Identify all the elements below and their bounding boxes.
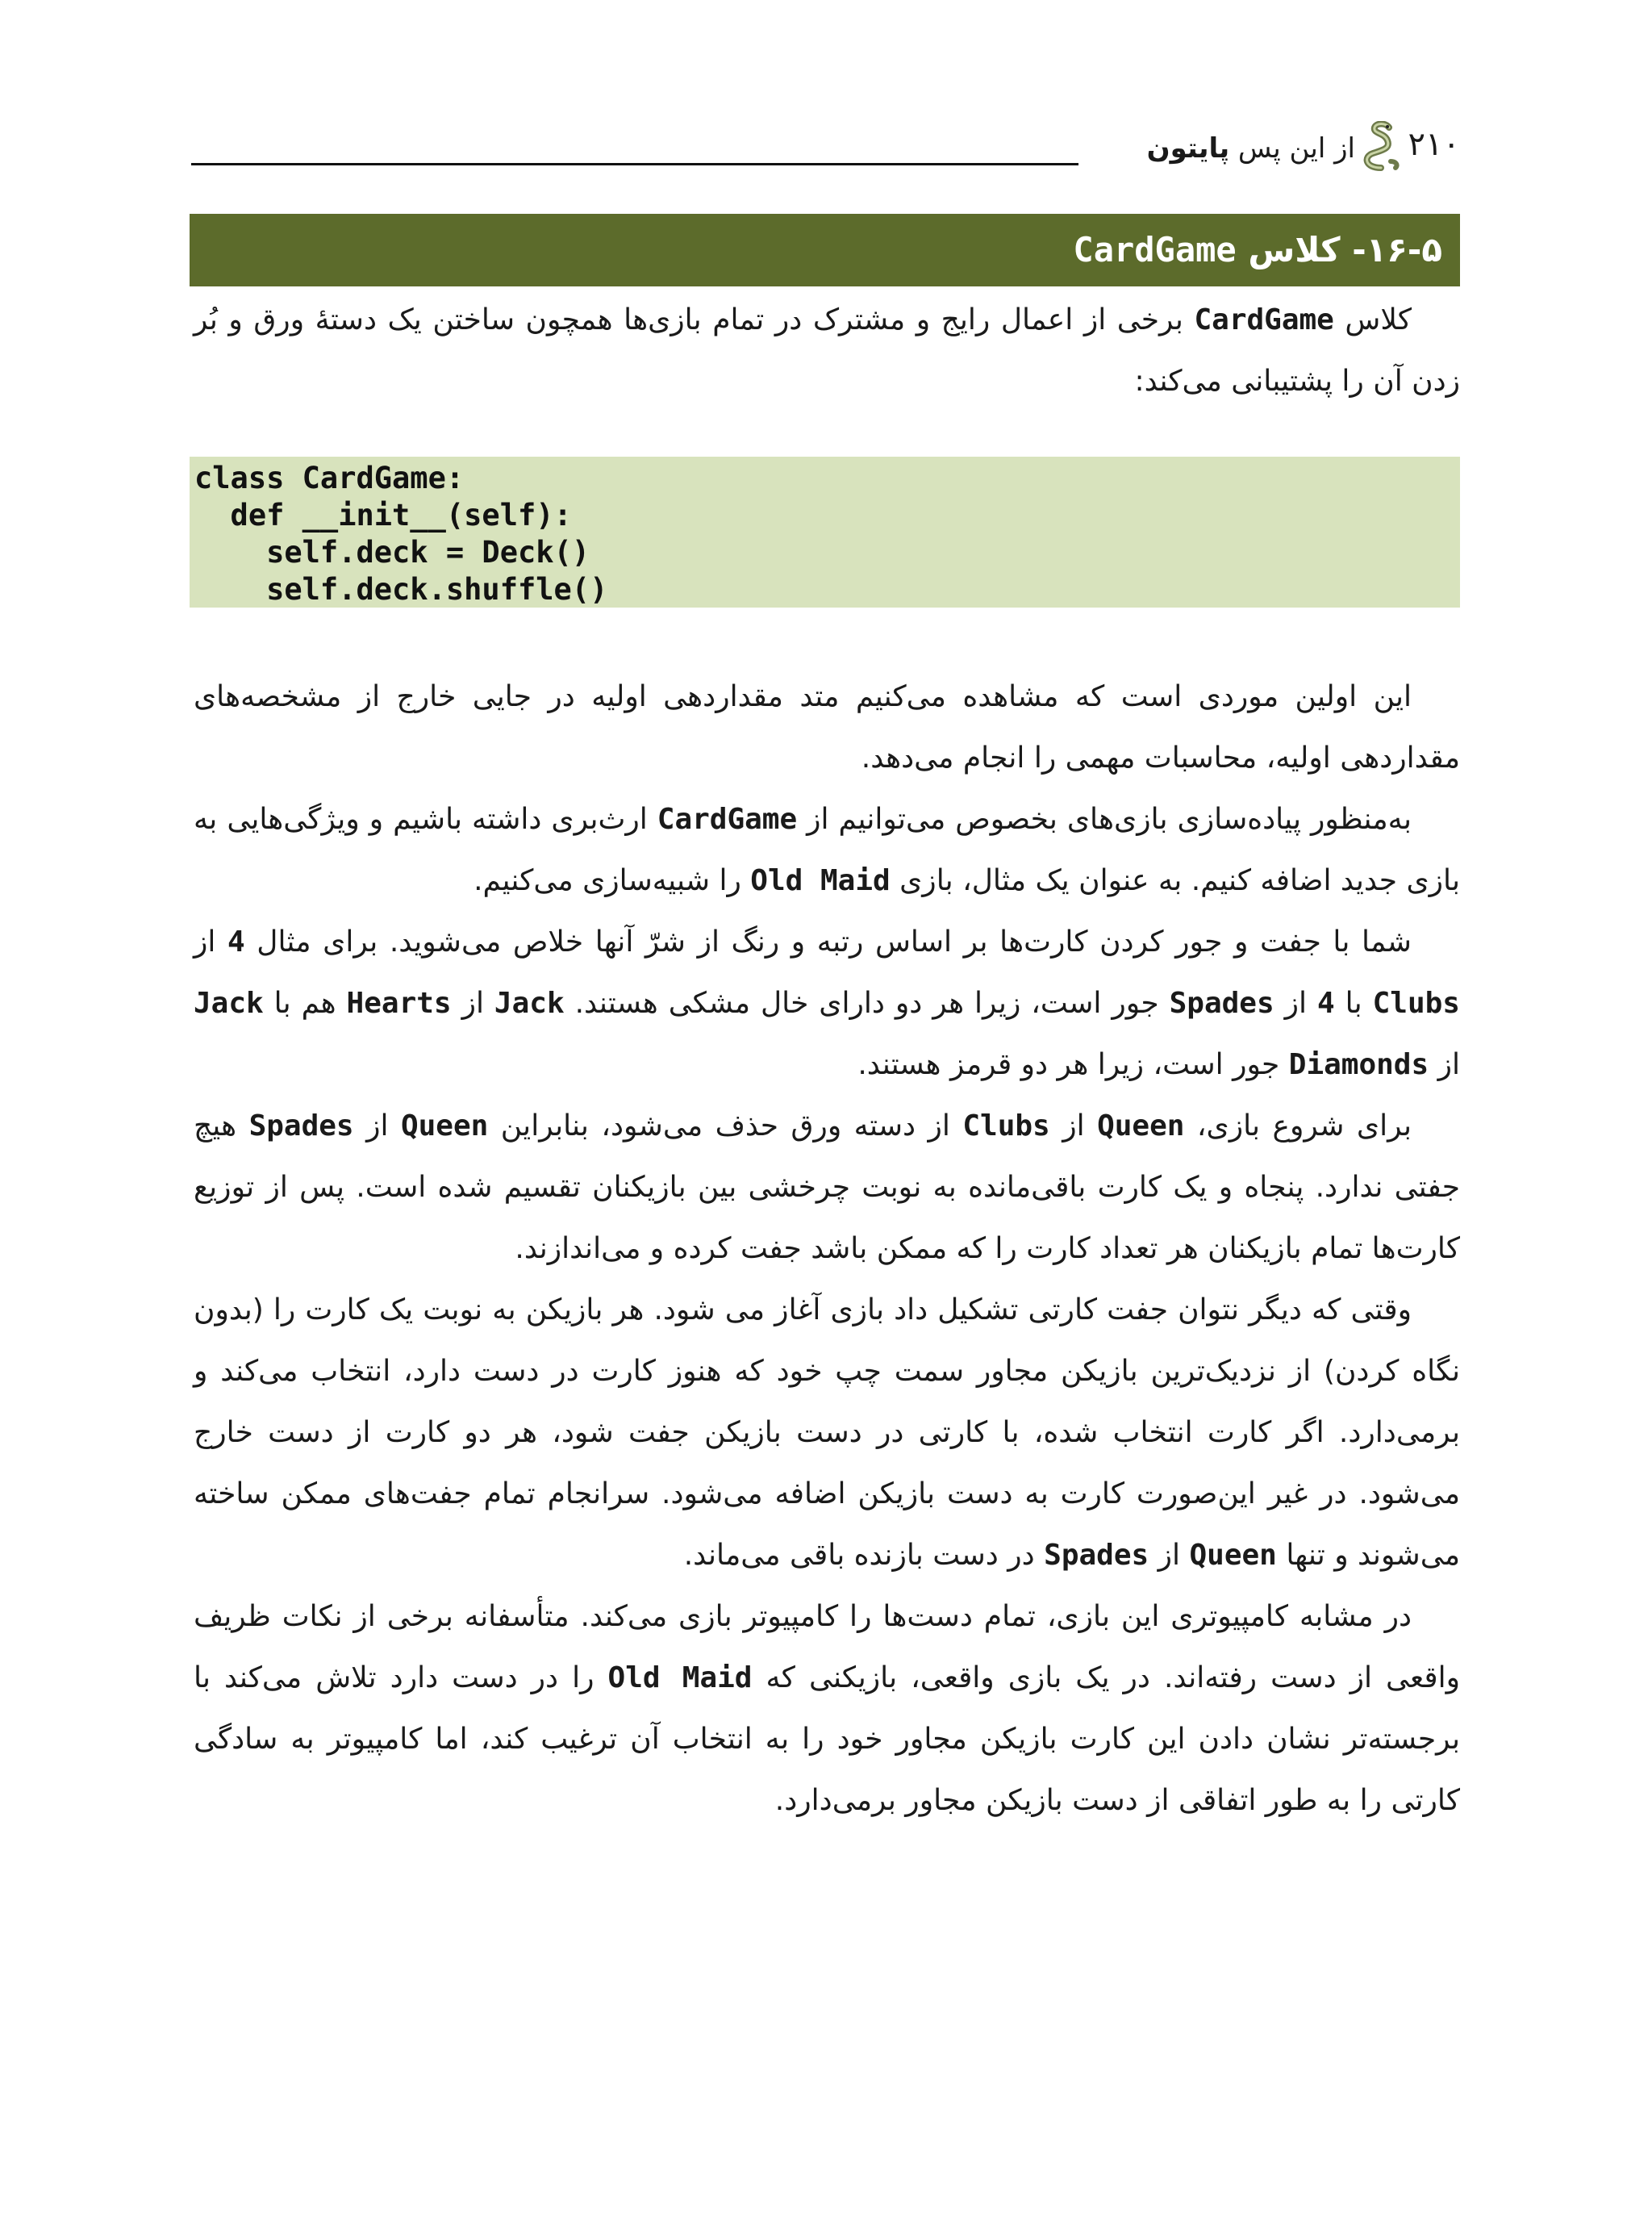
header-rule xyxy=(191,163,1078,165)
paragraph-2: به‌منظور پیاده‌سازی بازی‌های بخصوص می‌توانیم از CardGame ارث‌بری داشته باشیم و ویژگی‌هایی به بازی جدید اضافه کنیم. به عنوان یک مثال، بازی Old Maid را شبیه‌سازی می‌کنیم. xyxy=(194,803,1460,897)
code-block xyxy=(190,457,1460,608)
paragraph-5: وقتی که دیگر نتوان جفت کارتی تشکیل داد بازی آغاز می شود. هر بازیکن به نوبت یک کارت را (بدون نگاه کردن) از نزدیک‌ترین بازیکن مجاور سمت چپ خود که هنوز کارت در دست دارد، انتخاب می‌کند و برمی‌دارد. اگر کارت انتخاب شده، با کارتی در دست بازیکن جفت شود، هر دو کارت از دست خارج می‌شود. در غیر این‌صورت کارت به دست بازیکن اضافه می‌شود. سرانجام تمام جفت‌های ممکن ساخته می‌شوند و تنها Queen از Spades در دست بازنده باقی می‌ماند. xyxy=(194,1293,1460,1572)
code-listing: class CardGame: def __init__(self): self.deck = Deck() self.deck.shuffle() xyxy=(194,461,608,607)
paragraph-4: برای شروع بازی، Queen از Clubs از دسته ورق حذف می‌شود، بنابراین Queen از Spades هیچ جفتی ندارد. پنجاه و یک کارت باقی‌مانده به نوبت چرخشی بین بازیکنان تقسیم شده است. پس از توزیع کارت‌ها تمام بازیکنان هر تعداد کارت را که ممکن باشد جفت کرده و می‌اندازند. xyxy=(194,1109,1460,1265)
paragraph-3: شما با جفت و جور کردن کارت‌ها بر اساس رتبه و رنگ از شرّ آنها خلاص می‌شوید. برای مثال 4 از Clubs با 4 از Spades جور است، زیرا هر دو دارای خال مشکی هستند. Jack از Hearts هم با Jack از Diamonds جور است، زیرا هر دو قرمز هستند. xyxy=(194,925,1460,1081)
page-header xyxy=(191,121,1460,178)
intro-paragraph: کلاس CardGame برخی از اعمال رایج و مشترک در تمام بازی‌ها همچون ساختن یک دستهٔ ورق و بُر زدن آن را پشتیبانی می‌کند: xyxy=(194,303,1460,398)
page-number: ۲۱۰ xyxy=(1408,126,1460,163)
snake-logo-icon xyxy=(1358,121,1404,171)
section-heading-bar xyxy=(190,214,1460,286)
section-title: ۱۶-۵- کلاس CardGame xyxy=(1073,230,1442,269)
paragraph-6: در مشابه کامپیوتری این بازی، تمام دست‌ها را کامپیوتر بازی می‌کند. متأسفانه برخی از نکات ظریف واقعی از دست رفته‌اند. در یک بازی واقعی، بازیکنی که Old Maid را در دست دارد تلاش می‌کند با برجسته‌تر نشان دادن این کارت بازیکن مجاور خود را به انتخاب آن ترغیب کند، اما کامپیوتر به سادگی کارتی را به طور اتفاقی از دست بازیکن مجاور برمی‌دارد. xyxy=(194,1600,1461,1817)
book-title: از این پس پایتون xyxy=(1146,132,1355,165)
paragraph-1: این اولین موردی است که مشاهده می‌کنیم متد مقداردهی اولیه در جایی خارج از مشخصه‌های مقداردهی اولیه، محاسبات مهمی را انجام می‌دهد. xyxy=(194,680,1460,775)
